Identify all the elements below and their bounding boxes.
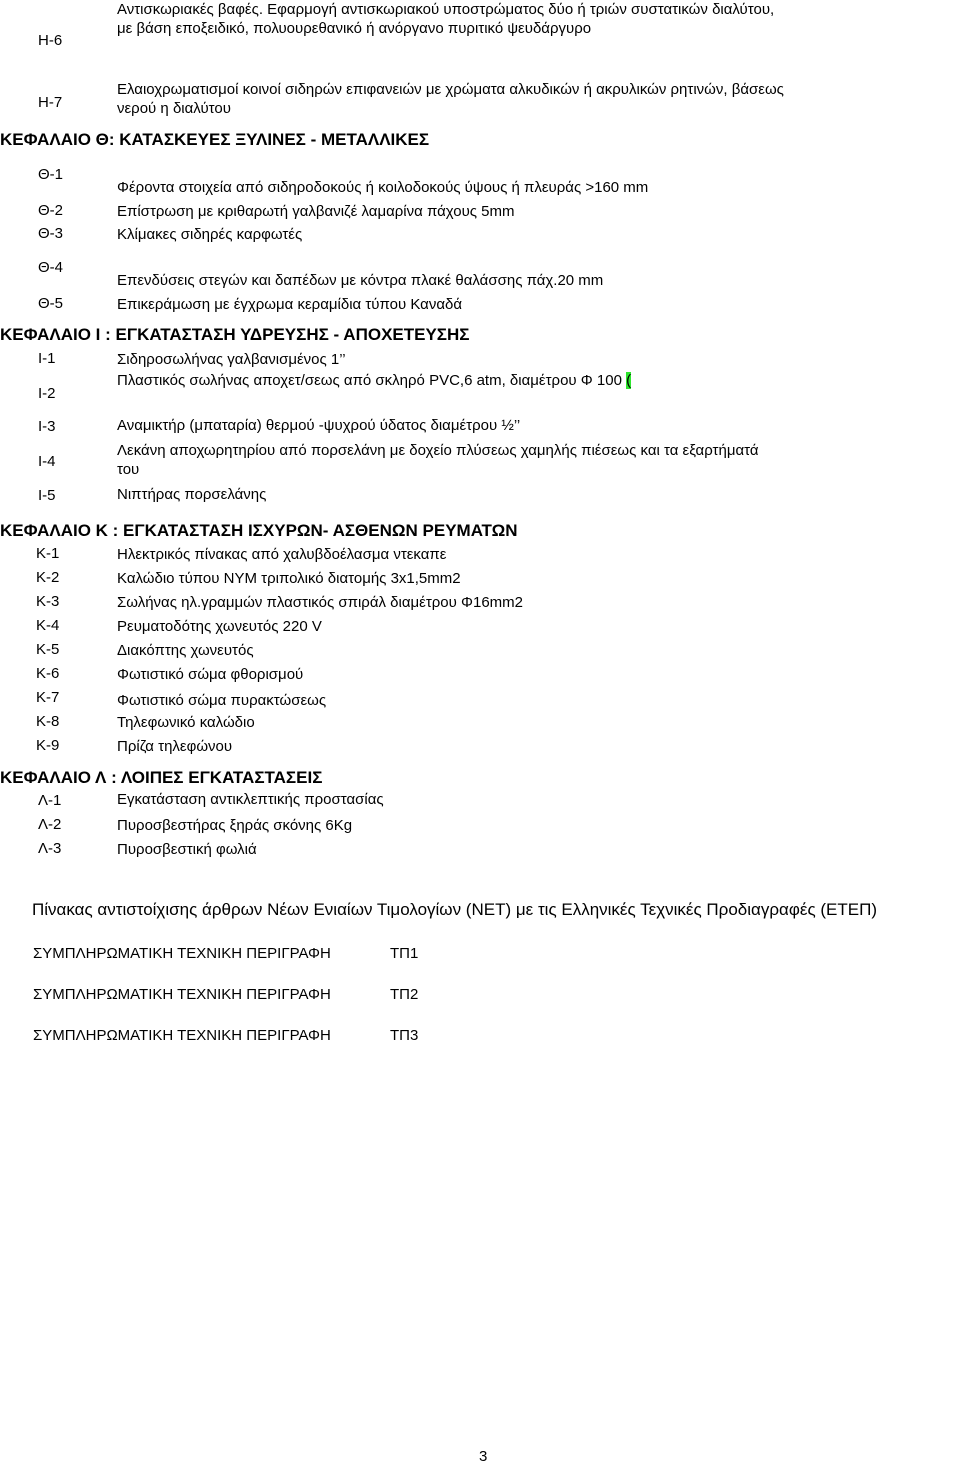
section-title-i: ΚΕΦΑΛΑΙΟ Ι : ΕΓΚΑΤΑΣΤΑΣΗ ΥΔΡΕΥΣΗΣ - ΑΠΟΧΕΤΕΥΣΗΣ: [0, 325, 470, 344]
supplement-label-1: ΣΥΜΠΛΗΡΩΜΑΤΙΚΗ ΤΕΧΝΙΚΗ ΠΕΡΙΓΡΑΦΗ: [33, 945, 331, 962]
item-code-i1: Ι-1: [38, 350, 56, 367]
item-desc-i1: Σιδηροσωλήνας γαλβανισμένος 1’’: [117, 351, 346, 368]
item-desc-i3: Αναμικτήρ (μπαταρία) θερμού -ψυχρού ύδατος διαμέτρου ½’’: [117, 417, 521, 434]
page-number: 3: [479, 1448, 488, 1465]
item-code-l2: Λ-2: [38, 816, 62, 833]
item-desc-h7-line2: νερού η διαλύτου: [117, 100, 231, 117]
item-desc-h6-line1: Αντισκωριακές βαφές. Εφαρμογή αντισκωριακού υποστρώματος δύο ή τριών συστατικών διαλύτου,: [117, 1, 775, 18]
item-desc-k7: Φωτιστικό σώμα πυρακτώσεως: [117, 692, 327, 709]
item-desc-k8: Τηλεφωνικό καλώδιο: [117, 714, 255, 731]
supplement-label-3: ΣΥΜΠΛΗΡΩΜΑΤΙΚΗ ΤΕΧΝΙΚΗ ΠΕΡΙΓΡΑΦΗ: [33, 1027, 331, 1044]
item-desc-th2: Επίστρωση με κριθαρωτή γαλβανιζέ λαμαρίνα πάχους 5mm: [117, 203, 515, 220]
item-desc-h6-line2: με βάση εποξειδικό, πολυουρεθανικό ή ανόργανο πυριτικό ψευδάργυρο: [117, 20, 592, 37]
supplement-code-1: ΤΠ1: [390, 945, 419, 962]
item-desc-k5: Διακόπτης χωνευτός: [117, 642, 254, 659]
item-code-k7: Κ-7: [36, 689, 60, 706]
item-code-i2: Ι-2: [38, 385, 56, 402]
item-desc-i2: [117, 371, 631, 390]
item-code-th1: Θ-1: [38, 166, 64, 183]
item-desc-i2-text: Πλαστικός σωλήνας αποχετ/σεως από σκληρό PVC,6 atm, διαμέτρου Φ 100: [117, 372, 622, 389]
item-desc-l2: Πυροσβεστήρας ξηράς σκόνης 6Kg: [117, 817, 353, 834]
item-desc-h7-line1: Ελαιοχρωματισμοί κοινοί σιδηρών επιφανειών με χρώματα αλκυδικών ή ακρυλικών ρητινών, βάσεως: [117, 81, 784, 98]
item-code-i4: Ι-4: [38, 453, 56, 470]
item-code-th5: Θ-5: [38, 295, 64, 312]
highlight-mark: (: [626, 372, 632, 389]
item-code-l3: Λ-3: [38, 840, 62, 857]
item-code-i3: Ι-3: [38, 418, 56, 435]
item-code-l1: Λ-1: [38, 792, 62, 809]
item-desc-th4: Επενδύσεις στεγών και δαπέδων με κόντρα πλακέ θαλάσσης πάχ.20 mm: [117, 272, 604, 289]
item-desc-th5: Επικεράμωση με έγχρωμα κεραμίδια τύπου Καναδά: [117, 296, 463, 313]
item-code-th4: Θ-4: [38, 259, 64, 276]
item-desc-i4-line1: Λεκάνη αποχωρητηρίου από πορσελάνη με δοχείο πλύσεως χαμηλής πιέσεως και τα εξαρτήματά: [117, 442, 759, 459]
item-desc-l3: Πυροσβεστική φωλιά: [117, 841, 257, 858]
item-code-k1: Κ-1: [36, 545, 60, 562]
item-desc-l1: Εγκατάσταση αντικλεπτικής προστασίας: [117, 791, 384, 808]
item-code-th3: Θ-3: [38, 225, 64, 242]
item-code-k5: Κ-5: [36, 641, 60, 658]
item-desc-th3: Κλίμακες σιδηρές καρφωτές: [117, 226, 303, 243]
item-desc-i4-line2: του: [117, 461, 140, 478]
item-code-th2: Θ-2: [38, 202, 64, 219]
item-desc-k2: Καλώδιο τύπου ΝΥΜ τριπολικό διατομής 3x1,5mm2: [117, 570, 461, 587]
item-code-k8: Κ-8: [36, 713, 60, 730]
item-desc-k9: Πρίζα τηλεφώνου: [117, 738, 233, 755]
section-title-th: ΚΕΦΑΛΑΙΟ Θ: ΚΑΤΑΣΚΕΥΕΣ ΞΥΛΙΝΕΣ - ΜΕΤΑΛΛΙΚΕΣ: [0, 130, 430, 149]
supplement-code-3: ΤΠ3: [390, 1027, 419, 1044]
item-code-k9: Κ-9: [36, 737, 60, 754]
section-title-k: ΚΕΦΑΛΑΙΟ Κ : ΕΓΚΑΤΑΣΤΑΣΗ ΙΣΧΥΡΩΝ- ΑΣΘΕΝΩΝ ΡΕΥΜΑΤΩΝ: [0, 521, 518, 540]
section-title-l: ΚΕΦΑΛΑΙΟ Λ : ΛΟΙΠΕΣ ΕΓΚΑΤΑΣΤΑΣΕΙΣ: [0, 768, 323, 787]
supplement-code-2: ΤΠ2: [390, 986, 419, 1003]
item-desc-k4: Ρευματοδότης χωνευτός 220 V: [117, 618, 322, 635]
supplement-label-2: ΣΥΜΠΛΗΡΩΜΑΤΙΚΗ ΤΕΧΝΙΚΗ ΠΕΡΙΓΡΑΦΗ: [33, 986, 331, 1003]
item-desc-i5: Νιπτήρας πορσελάνης: [117, 486, 267, 503]
table-caption: Πίνακας αντιστοίχισης άρθρων Νέων Ενιαίων Τιμολογίων (ΝΕΤ) με τις Ελληνικές Τεχνικές Προδιαγραφές (ΕΤΕΠ): [32, 900, 878, 919]
item-code-k6: Κ-6: [36, 665, 60, 682]
item-code-h7: Η-7: [38, 94, 63, 111]
item-desc-k6: Φωτιστικό σώμα φθορισμού: [117, 666, 304, 683]
item-desc-k1: Ηλεκτρικός πίνακας από χαλυβδοέλασμα ντεκαπε: [117, 546, 447, 563]
item-code-k4: Κ-4: [36, 617, 60, 634]
item-code-i5: Ι-5: [38, 487, 56, 504]
item-code-h6: Η-6: [38, 32, 63, 49]
item-desc-th1: Φέροντα στοιχεία από σιδηροδοκούς ή κοιλοδοκούς ύψους ή πλευράς >160 mm: [117, 179, 649, 196]
item-code-k3: Κ-3: [36, 593, 60, 610]
item-desc-k3: Σωλήνας ηλ.γραμμών πλαστικός σπιράλ διαμέτρου Φ16mm2: [117, 594, 524, 611]
item-code-k2: Κ-2: [36, 569, 60, 586]
